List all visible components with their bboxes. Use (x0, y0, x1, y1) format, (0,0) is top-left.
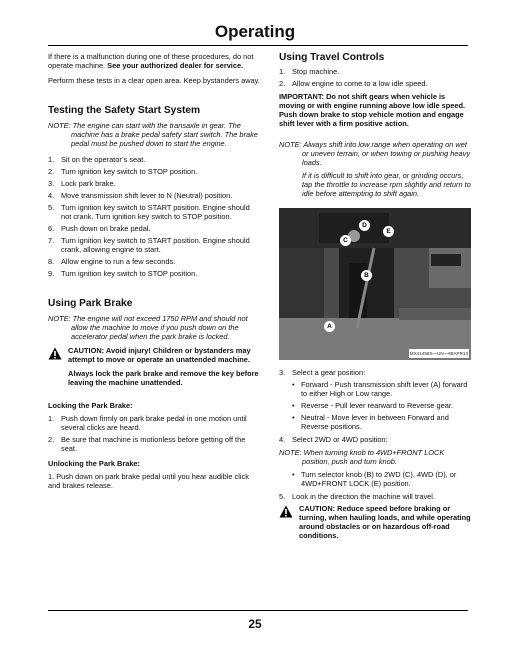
right-column (279, 52, 471, 540)
list-item (48, 191, 260, 200)
step-3 (279, 368, 471, 377)
important-text: IMPORTANT: Do not shift gears when vehicle is moving or with engine running above low idle speed. Push down brake to stop vehicle motion and engage shift lever with a firm positive action. (279, 92, 466, 128)
label-e: E (383, 226, 394, 237)
list-item (48, 167, 260, 176)
shift-note-2: If it is difficult to shift into gear, or grinding occurs, tap the throttle to increase rpm slightly and return to idle before attempting to shift again. (302, 171, 471, 198)
travel-steps (279, 67, 471, 88)
list-item (48, 269, 260, 278)
label-a: A (324, 321, 335, 332)
step-number: 1. (48, 414, 55, 423)
park-brake-note: NOTE: The engine will not exceed 1750 RPM and should not allow the machine to move if you push down on the accelerator pedal when the park brake is locked. (48, 314, 248, 341)
list-item (48, 435, 260, 453)
step-text: Allow engine to run a few seconds. (61, 257, 176, 266)
step-text: Stop machine. (292, 67, 340, 76)
intro-paragraph-2: Perform these tests in a clear open area. Keep bystanders away. (48, 76, 260, 85)
selector-bullets (279, 470, 471, 488)
gear-bullets (279, 380, 471, 431)
list-item (279, 79, 471, 88)
photo-caption: MX41456S—UN—09APR13 (409, 351, 468, 356)
step-text: Lock park brake. (61, 179, 116, 188)
step-number: 8. (48, 257, 55, 266)
step-number: 5. (48, 203, 55, 212)
list-item (48, 414, 260, 432)
list-item (292, 413, 471, 431)
section-title-safety-start: Testing the Safety Start System (48, 105, 201, 116)
list-item (48, 203, 260, 221)
list-item (48, 257, 260, 266)
list-item (279, 368, 471, 377)
list-item (279, 492, 471, 501)
step-number: 2. (48, 167, 55, 176)
step-number: 4. (48, 191, 55, 200)
step-number: 3. (279, 368, 286, 377)
list-item (292, 470, 471, 488)
safety-start-steps (48, 155, 260, 278)
step-number: 9. (48, 269, 55, 278)
page-number: 25 (248, 617, 262, 631)
list-item (279, 67, 471, 76)
unlocking-title: Unlocking the Park Brake: (48, 459, 141, 468)
list-item (292, 401, 471, 410)
step-number: 7. (48, 236, 55, 245)
step-number: 2. (48, 435, 55, 444)
intro-paragraph (48, 52, 260, 70)
unlocking-text: 1. Push down on park brake pedal until you hear audible click and brakes release. (48, 472, 249, 490)
header-rule (48, 45, 468, 46)
step-number: 2. (279, 79, 286, 88)
step-text: Turn ignition key switch to STOP position. (61, 269, 198, 278)
caution-text: CAUTION: Reduce speed before braking or turning, when hauling loads, and while operating around obstacles or on hazardous off-road conditions. (299, 504, 471, 540)
bullet-text: Neutral - Move lever in between Forward and Reverse positions. (301, 413, 449, 431)
intro-text: If there is a malfunction during one of these procedures, do not operate machine. (48, 52, 254, 70)
step-number: 5. (279, 492, 286, 501)
locking-steps (48, 414, 260, 453)
safety-start-note: NOTE: The engine can start with the transaxle in gear. The machine has a brake pedal safety start switch. The brake pedal must be pushed down to start the engine. (48, 121, 258, 148)
bullet-text: Forward - Push transmission shift lever (A) forward to either High or Low range. (301, 380, 468, 398)
page-title: Operating (214, 22, 296, 41)
step-text: Select a gear position: (292, 368, 366, 377)
controls-illustration (279, 208, 471, 360)
warning-icon (48, 347, 62, 360)
footer-rule (48, 610, 468, 611)
step-text: Turn ignition key switch to START position. Engine should crank, allowing engine to start. (61, 236, 250, 254)
list-item (48, 155, 260, 164)
step-5 (279, 492, 471, 501)
controls-photo (279, 208, 471, 360)
list-item (48, 224, 260, 233)
step-text: Turn ignition key switch to START position. Engine should not crank. Turn ignition key switch to STOP position. (61, 203, 250, 221)
park-brake-caution (48, 346, 260, 387)
step-text: Move transmission shift lever to N (Neutral) position. (61, 191, 233, 200)
bullet-icon: • (292, 401, 295, 410)
bullet-icon: • (292, 413, 295, 422)
step-text: Select 2WD or 4WD position: (292, 435, 388, 444)
bullet-icon: • (292, 380, 295, 389)
bullet-text: Reverse - Pull lever rearward to Reverse gear. (301, 401, 453, 410)
list-item (279, 435, 471, 444)
label-b: B (361, 270, 372, 281)
left-column (48, 52, 260, 490)
travel-caution (279, 504, 471, 540)
step-text: Look in the direction the machine will travel. (292, 492, 435, 501)
locking-title: Locking the Park Brake: (48, 401, 133, 410)
step-text: Push down on brake pedal. (61, 224, 151, 233)
bullet-icon: • (292, 470, 295, 479)
warning-icon (279, 505, 293, 518)
step-text: Allow engine to come to a low idle speed. (292, 79, 428, 88)
step-number: 6. (48, 224, 55, 233)
step-text: Be sure that machine is motionless before getting off the seat. (61, 435, 246, 453)
section-title-park-brake: Using Park Brake (48, 298, 133, 309)
step-number: 3. (48, 179, 55, 188)
shift-note: NOTE: Always shift into low range when operating on wet or uneven terrain, or when towing or pushing heavy loads. (279, 140, 471, 167)
list-item (48, 236, 260, 254)
intro-bold-text: See your authorized dealer for service. (107, 61, 244, 70)
caution-text: CAUTION: Avoid injury! Children or bystanders may attempt to move or operate an unattended machine. (68, 346, 251, 364)
list-item (292, 380, 471, 398)
list-item (48, 179, 260, 188)
caution-instruction: Always lock the park brake and remove the key before leaving the machine unattended. (68, 369, 259, 387)
section-title-travel: Using Travel Controls (279, 52, 385, 63)
bullet-text: Turn selector knob (B) to 2WD (C), 4WD (D), or 4WD+FRONT LOCK (E) position. (301, 470, 457, 488)
step-text: Turn ignition key switch to STOP position. (61, 167, 198, 176)
label-c: C (340, 235, 351, 246)
label-d: D (359, 220, 370, 231)
step-number: 4. (279, 435, 286, 444)
step-text: Push down firmly on park brake pedal in one motion until several clicks are heard. (61, 414, 247, 432)
step-number: 1. (279, 67, 286, 76)
step-4 (279, 435, 471, 444)
knob-note: NOTE: When turning knob to 4WD+FRONT LOCK position, push and turn knob. (279, 448, 445, 466)
step-text: Sit on the operator’s seat. (61, 155, 146, 164)
step-number: 1. (48, 155, 55, 164)
